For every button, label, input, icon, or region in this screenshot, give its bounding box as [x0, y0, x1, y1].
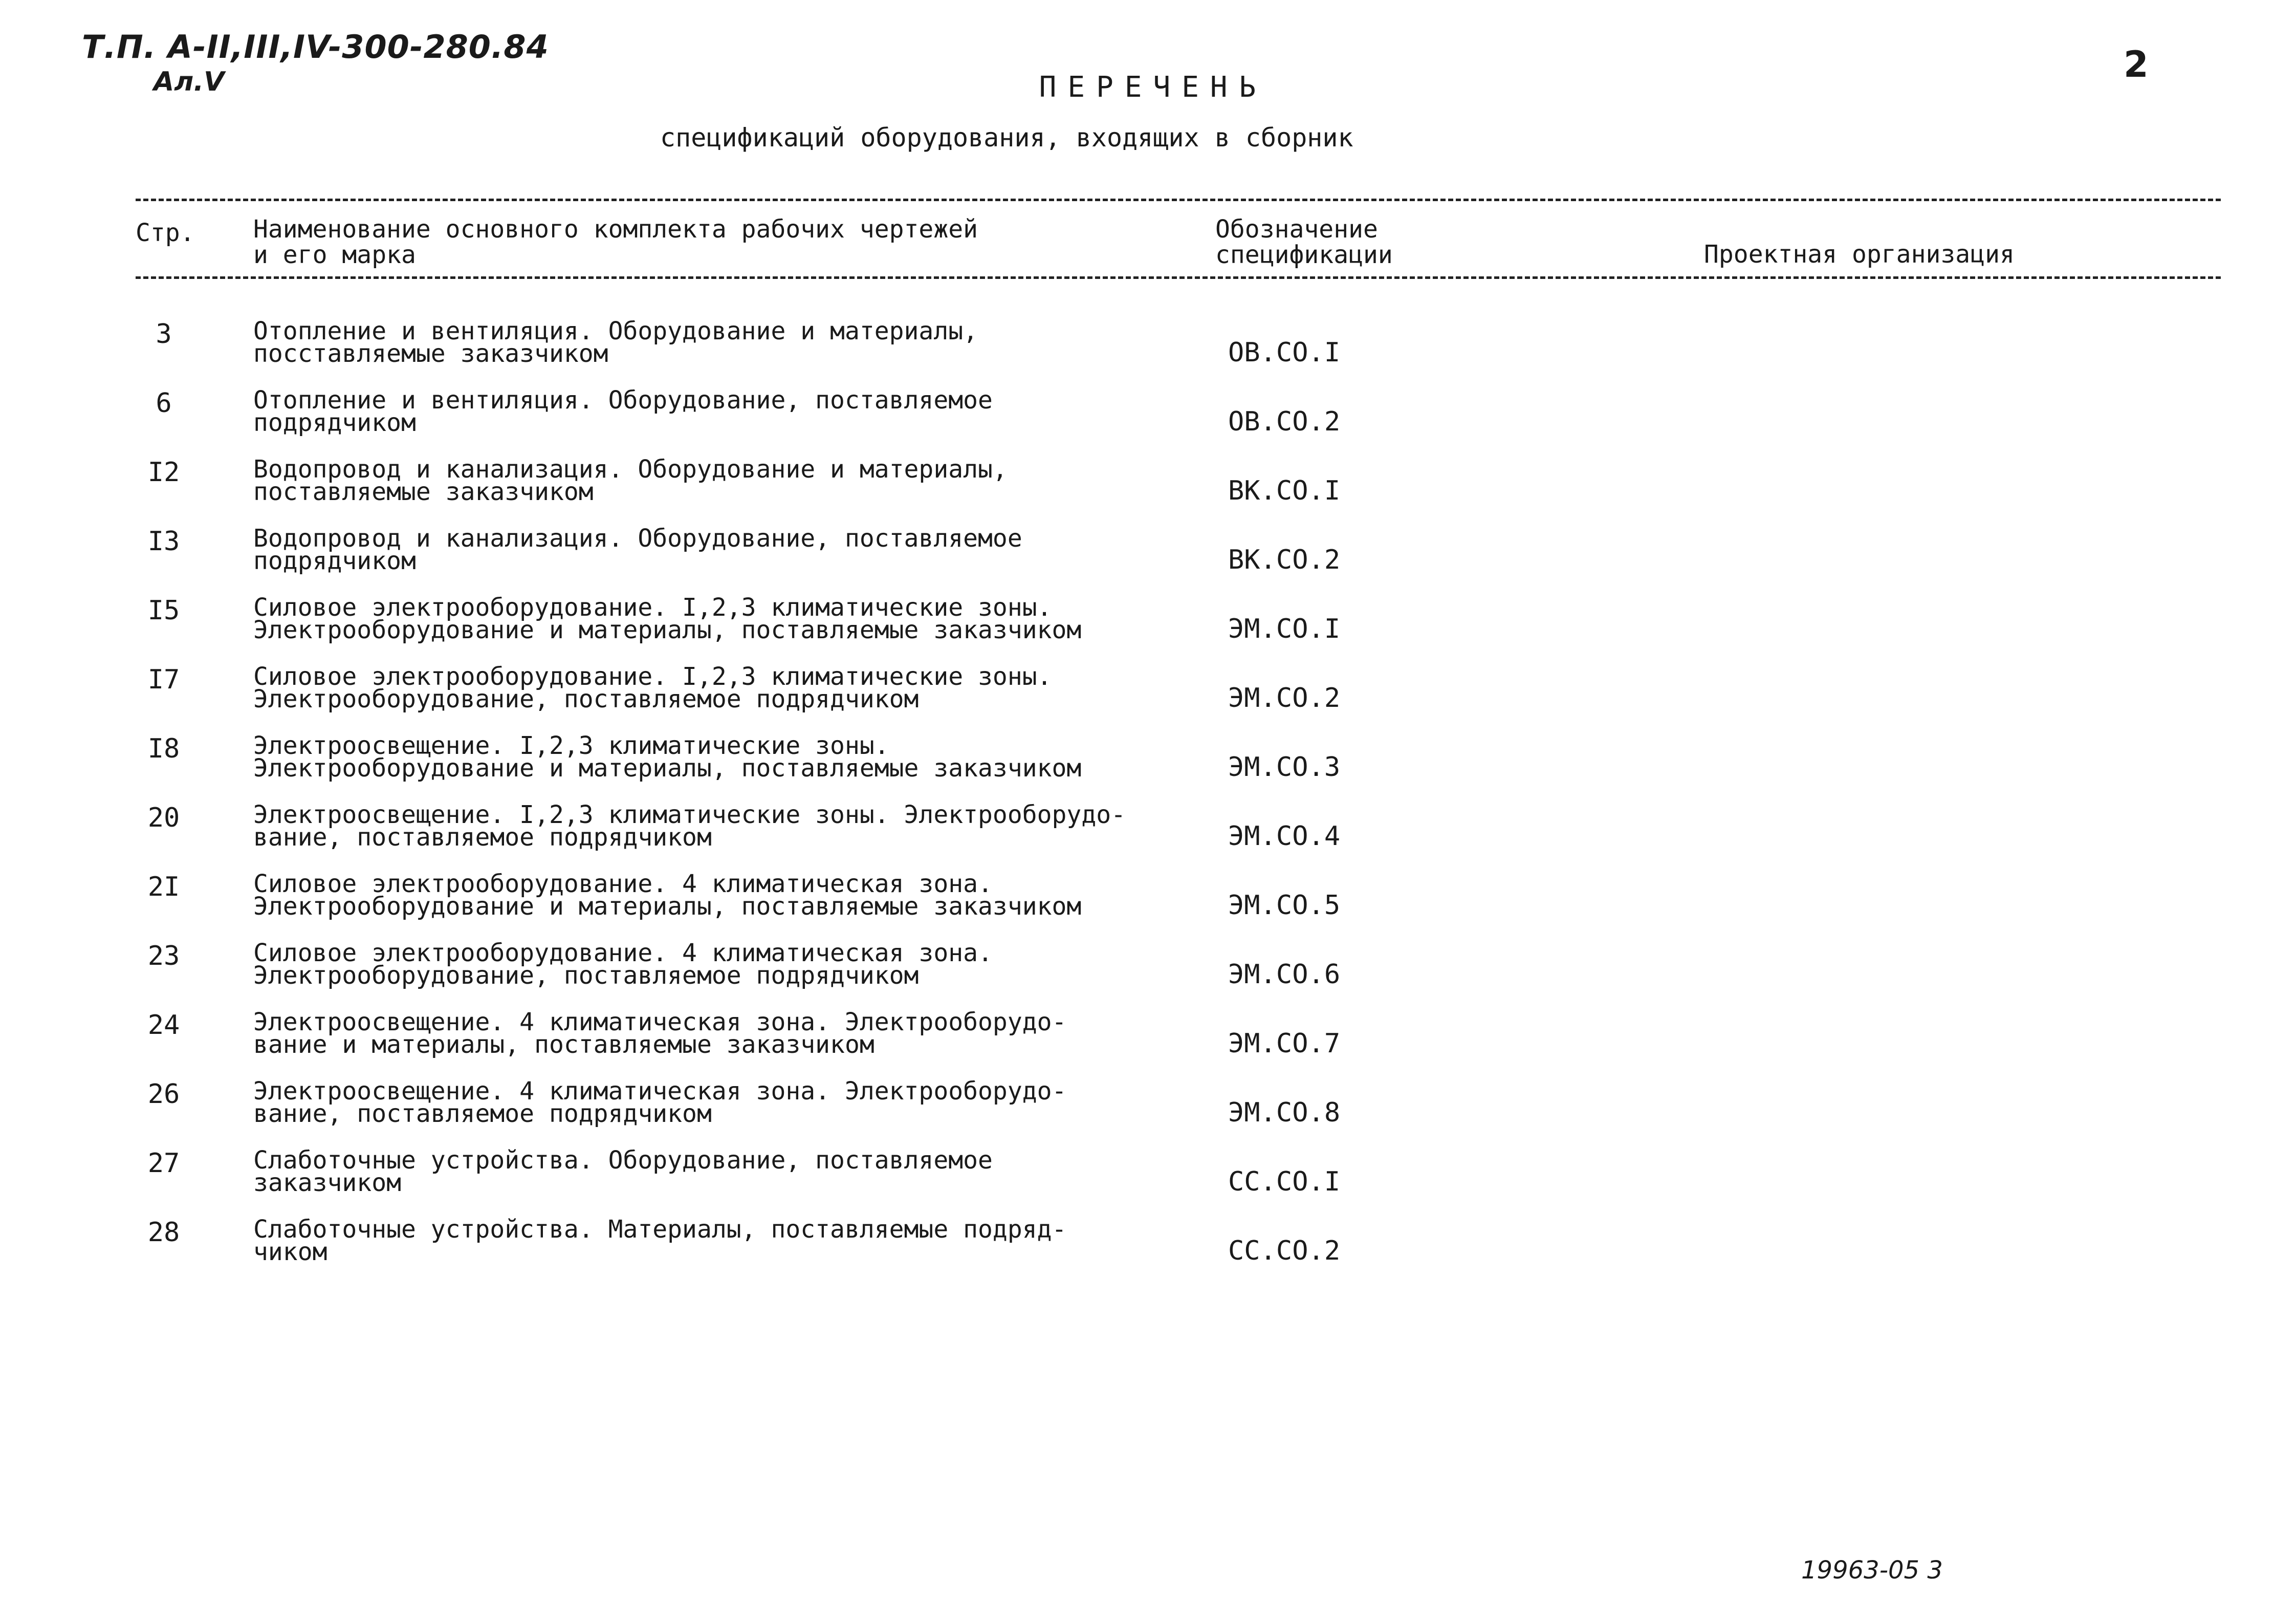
- row-name: [253, 800, 1185, 852]
- row-page: I5: [147, 595, 180, 626]
- row-code: ЭМ.СО.3: [1228, 752, 1341, 783]
- row-page: 6: [156, 388, 172, 419]
- table-row: [0, 1077, 2296, 1149]
- row-name: [253, 731, 1185, 783]
- row-page: 27: [147, 1148, 180, 1179]
- row-name-line1: Отопление и вентиляция. Оборудование, поставляемое: [253, 386, 993, 415]
- header-page: Стр.: [136, 219, 195, 247]
- row-page: 28: [147, 1217, 180, 1248]
- row-code: ЭМ.СО.5: [1228, 890, 1341, 921]
- row-name: [253, 662, 1185, 713]
- row-name: [253, 870, 1185, 921]
- page-number: 2: [2124, 44, 2149, 85]
- row-name-line1: Силовое электрооборудование. 4 климатическая зона.: [253, 870, 993, 898]
- row-name-line1: Электроосвещение. I,2,3 климатические зоны.: [253, 731, 889, 760]
- archive-number: 19963-05 3: [1801, 1556, 1943, 1585]
- row-name-line2: вание, поставляемое подрядчиком: [253, 1099, 712, 1128]
- table-row: [0, 455, 2296, 527]
- row-name-line1: Силовое электрооборудование. I,2,3 климатические зоны.: [253, 593, 1052, 622]
- row-code: ОВ.СО.I: [1228, 337, 1341, 368]
- row-name: [253, 1008, 1185, 1059]
- row-name: [253, 524, 1185, 575]
- row-page: I2: [147, 457, 180, 488]
- row-code: СС.СО.I: [1228, 1166, 1341, 1197]
- row-name: [253, 1077, 1185, 1128]
- header-organization: Проектная организация: [1704, 240, 2015, 269]
- row-name: [253, 386, 1185, 437]
- table-row: [0, 317, 2296, 389]
- row-page: 20: [147, 803, 180, 833]
- row-code: ВК.СО.2: [1228, 545, 1341, 575]
- row-name-line2: чиком: [253, 1238, 327, 1266]
- row-code: ОВ.СО.2: [1228, 406, 1341, 437]
- row-name-line1: Отопление и вентиляция. Оборудование и материалы,: [253, 317, 978, 345]
- row-name-line2: Электрооборудование, поставляемое подрядчиком: [253, 685, 919, 713]
- row-name-line2: Электрооборудование и материалы, поставляемые заказчиком: [253, 754, 1082, 783]
- row-name: [253, 593, 1185, 644]
- row-code: ЭМ.СО.4: [1228, 821, 1341, 852]
- document-designation: Т.П. А-II,III,IV-300-280.84: [82, 28, 549, 66]
- row-name-line2: посставляемые заказчиком: [253, 339, 608, 368]
- page-subtitle: спецификаций оборудования, входящих в сборник: [660, 123, 1353, 153]
- row-name-line1: Слаботочные устройства. Материалы, поставляемые подряд-: [253, 1215, 1067, 1244]
- row-page: I3: [147, 526, 180, 557]
- page-title: ПЕРЕЧЕНЬ: [1039, 71, 1267, 104]
- row-name: [253, 455, 1185, 506]
- table-row: [0, 800, 2296, 873]
- table-row: [0, 870, 2296, 942]
- row-name-line1: Водопровод и канализация. Оборудование и материалы,: [253, 455, 1008, 484]
- row-name-line2: заказчиком: [253, 1168, 401, 1197]
- row-name-line1: Силовое электрооборудование. 4 климатическая зона.: [253, 939, 993, 967]
- row-code: СС.СО.2: [1228, 1236, 1341, 1266]
- row-name-line1: Электроосвещение. 4 климатическая зона. Электрооборудо-: [253, 1008, 1067, 1036]
- table-row: [0, 939, 2296, 1011]
- table-row: [0, 593, 2296, 665]
- row-code: ЭМ.СО.7: [1228, 1028, 1341, 1059]
- table-row: [0, 524, 2296, 596]
- row-name-line2: Электрооборудование и материалы, поставляемые заказчиком: [253, 892, 1082, 921]
- table-row: [0, 1146, 2296, 1218]
- table-body: [0, 317, 2296, 1287]
- row-name-line2: подрядчиком: [253, 408, 416, 437]
- row-name-line2: вание, поставляемое подрядчиком: [253, 823, 712, 852]
- row-name-line1: Электроосвещение. 4 климатическая зона. Электрооборудо-: [253, 1077, 1067, 1106]
- row-name-line1: Силовое электрооборудование. I,2,3 климатические зоны.: [253, 662, 1052, 691]
- header-name-line2: и его марка: [253, 241, 416, 269]
- header-name: [253, 217, 978, 268]
- row-page: 26: [147, 1079, 180, 1110]
- row-name-line1: Водопровод и канализация. Оборудование, поставляемое: [253, 524, 1022, 553]
- row-name-line2: вание и материалы, поставляемые заказчиком: [253, 1030, 874, 1059]
- row-page: 23: [147, 941, 180, 971]
- row-code: ЭМ.СО.2: [1228, 683, 1341, 713]
- row-code: ЭМ.СО.I: [1228, 614, 1341, 644]
- row-name-line2: подрядчиком: [253, 547, 416, 575]
- row-page: 2I: [147, 872, 180, 902]
- album-number: Ал.V: [154, 67, 225, 97]
- row-code: ЭМ.СО.6: [1228, 959, 1341, 990]
- row-name-line2: поставляемые заказчиком: [253, 478, 594, 506]
- row-page: I7: [147, 664, 180, 695]
- row-name: [253, 317, 1185, 368]
- row-name-line1: Слаботочные устройства. Оборудование, поставляемое: [253, 1146, 993, 1175]
- row-page: I8: [147, 733, 180, 764]
- row-page: 24: [147, 1010, 180, 1041]
- table-row: [0, 662, 2296, 734]
- header-name-line1: Наименование основного комплекта рабочих чертежей: [253, 215, 978, 244]
- table-row: [0, 1008, 2296, 1080]
- table-row: [0, 1215, 2296, 1287]
- table-row: [0, 386, 2296, 458]
- header-code-line2: спецификации: [1215, 241, 1393, 269]
- header-code: [1215, 217, 1393, 268]
- row-code: ВК.СО.I: [1228, 475, 1341, 506]
- header-code-line1: Обозначение: [1215, 215, 1378, 244]
- table-header-rule: [136, 276, 2221, 279]
- row-name: [253, 939, 1185, 990]
- row-page: 3: [156, 319, 172, 350]
- row-name: [253, 1146, 1185, 1197]
- table-row: [0, 731, 2296, 804]
- row-code: ЭМ.СО.8: [1228, 1097, 1341, 1128]
- table-top-rule: [136, 199, 2221, 201]
- row-name-line1: Электроосвещение. I,2,3 климатические зоны. Электрооборудо-: [253, 800, 1126, 829]
- row-name-line2: Электрооборудование и материалы, поставляемые заказчиком: [253, 616, 1082, 644]
- row-name: [253, 1215, 1185, 1266]
- row-name-line2: Электрооборудование, поставляемое подрядчиком: [253, 961, 919, 990]
